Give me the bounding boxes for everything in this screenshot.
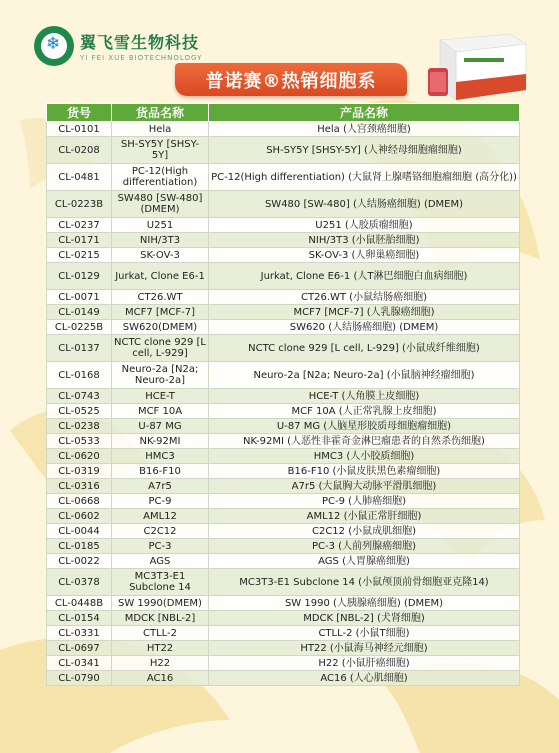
cell-name: Neuro-2a [N2a; Neuro-2a] — [112, 362, 209, 389]
cell-name: HT22 — [112, 641, 209, 656]
cell-name: MC3T3-E1 Subclone 14 — [112, 569, 209, 596]
cell-name: HCE-T — [112, 389, 209, 404]
cell-name: MCF 10A — [112, 404, 209, 419]
table-row — [47, 656, 520, 671]
table-row — [47, 494, 520, 509]
cell-code: CL-0620 — [47, 449, 112, 464]
cell-name: SH-SY5Y [SHSY-5Y] — [112, 137, 209, 164]
cell-product: AGS (人胃腺癌细胞) — [209, 554, 520, 569]
cell-name: AML12 — [112, 509, 209, 524]
cell-name: SW 1990(DMEM) — [112, 596, 209, 611]
cell-code: CL-0171 — [47, 233, 112, 248]
cell-code: CL-0149 — [47, 305, 112, 320]
product-box-image — [420, 30, 528, 102]
cell-code: CL-0668 — [47, 494, 112, 509]
table-row — [47, 389, 520, 404]
cell-code: CL-0154 — [47, 611, 112, 626]
table-row — [47, 233, 520, 248]
cell-code: CL-0319 — [47, 464, 112, 479]
cell-name: NK-92MI — [112, 434, 209, 449]
cell-name: U-87 MG — [112, 419, 209, 434]
table-row — [47, 191, 520, 218]
cell-product: SH-SY5Y [SHSY-5Y] (人神经母细胞瘤细胞) — [209, 137, 520, 164]
table-row — [47, 320, 520, 335]
header-name: 货品名称 — [112, 104, 209, 122]
brand-name-en: YI FEI XUE BIOTECHNOLOGY — [80, 54, 203, 62]
table-row — [47, 248, 520, 263]
cell-code: CL-0215 — [47, 248, 112, 263]
table-row — [47, 419, 520, 434]
cell-name: NCTC clone 929 [L cell, L-929] — [112, 335, 209, 362]
cell-name: PC-3 — [112, 539, 209, 554]
cell-product: A7r5 (大鼠胸大动脉平滑肌细胞) — [209, 479, 520, 494]
cell-product: Jurkat, Clone E6-1 (人T淋巴细胞白血病细胞) — [209, 263, 520, 290]
table-row — [47, 539, 520, 554]
cell-name: Hela — [112, 122, 209, 137]
cell-code: CL-0208 — [47, 137, 112, 164]
cell-code: CL-0129 — [47, 263, 112, 290]
cell-product: SW620 (人结肠癌细胞) (DMEM) — [209, 320, 520, 335]
cell-code: CL-0237 — [47, 218, 112, 233]
cell-code: CL-0223B — [47, 191, 112, 218]
table-row — [47, 218, 520, 233]
table-row — [47, 554, 520, 569]
cell-product: U251 (人胶质瘤细胞) — [209, 218, 520, 233]
cell-product: SW 1990 (人胰腺癌细胞) (DMEM) — [209, 596, 520, 611]
table-row — [47, 626, 520, 641]
table-row — [47, 509, 520, 524]
header-product: 产品名称 — [209, 104, 520, 122]
cell-code: CL-0448B — [47, 596, 112, 611]
cell-product: MDCK [NBL-2] (犬肾细胞) — [209, 611, 520, 626]
table-row — [47, 362, 520, 389]
cell-code: CL-0225B — [47, 320, 112, 335]
cell-product: SW480 [SW-480] (人结肠癌细胞) (DMEM) — [209, 191, 520, 218]
table-row — [47, 524, 520, 539]
cell-code: CL-0331 — [47, 626, 112, 641]
cell-product: U-87 MG (人脑星形胶质母细胞瘤细胞) — [209, 419, 520, 434]
cell-name: SW620(DMEM) — [112, 320, 209, 335]
cell-name: U251 — [112, 218, 209, 233]
table-row — [47, 596, 520, 611]
cell-code: CL-0790 — [47, 671, 112, 686]
cell-product: HT22 (小鼠海马神经元细胞) — [209, 641, 520, 656]
brand-name-cn: 翼飞雪生物科技 — [80, 33, 200, 52]
cell-code: CL-0525 — [47, 404, 112, 419]
cell-name: H22 — [112, 656, 209, 671]
cell-name: AC16 — [112, 671, 209, 686]
table-row — [47, 479, 520, 494]
cell-code: CL-0697 — [47, 641, 112, 656]
cell-name: Jurkat, Clone E6-1 — [112, 263, 209, 290]
table-row — [47, 671, 520, 686]
table-row — [47, 263, 520, 290]
table-row — [47, 122, 520, 137]
cell-product: MC3T3-E1 Subclone 14 (小鼠颅顶前骨细胞亚克隆14) — [209, 569, 520, 596]
cell-product: B16-F10 (小鼠皮肤黑色素瘤细胞) — [209, 464, 520, 479]
cell-name: HMC3 — [112, 449, 209, 464]
cell-product: Hela (人宫颈癌细胞) — [209, 122, 520, 137]
cell-product: NIH/3T3 (小鼠胚胎细胞) — [209, 233, 520, 248]
cell-name: CTLL-2 — [112, 626, 209, 641]
cell-name: PC-12(High differentiation) — [112, 164, 209, 191]
cell-product: AML12 (小鼠正常肝细胞) — [209, 509, 520, 524]
header-code: 货号 — [47, 104, 112, 122]
cell-name: SW480 [SW-480] (DMEM) — [112, 191, 209, 218]
table-row — [47, 434, 520, 449]
snowflake-logo-icon — [34, 26, 74, 66]
table-row — [47, 464, 520, 479]
cell-name: AGS — [112, 554, 209, 569]
cell-code: CL-0378 — [47, 569, 112, 596]
cell-product: AC16 (人心肌细胞) — [209, 671, 520, 686]
table-row — [47, 335, 520, 362]
cell-product: Neuro-2a [N2a; Neuro-2a] (小鼠脑神经瘤细胞) — [209, 362, 520, 389]
cell-code: CL-0168 — [47, 362, 112, 389]
cell-code: CL-0743 — [47, 389, 112, 404]
table-header-row — [47, 104, 520, 122]
cell-product: NCTC clone 929 [L cell, L-929] (小鼠成纤维细胞) — [209, 335, 520, 362]
cell-product: HCE-T (人角膜上皮细胞) — [209, 389, 520, 404]
cell-product: C2C12 (小鼠成肌细胞) — [209, 524, 520, 539]
cell-name: MCF7 [MCF-7] — [112, 305, 209, 320]
table-row — [47, 611, 520, 626]
cell-product: PC-3 (人前列腺癌细胞) — [209, 539, 520, 554]
cell-product: NK-92MI (人恶性非霍奇金淋巴瘤患者的自然杀伤细胞) — [209, 434, 520, 449]
cell-product: CTLL-2 (小鼠T细胞) — [209, 626, 520, 641]
cell-code: CL-0602 — [47, 509, 112, 524]
cell-product: HMC3 (人小胶质细胞) — [209, 449, 520, 464]
banner — [175, 63, 407, 96]
table-row — [47, 449, 520, 464]
cell-code: CL-0185 — [47, 539, 112, 554]
cell-code: CL-0044 — [47, 524, 112, 539]
table-row — [47, 305, 520, 320]
cell-name: A7r5 — [112, 479, 209, 494]
table-row — [47, 164, 520, 191]
cell-name: SK-OV-3 — [112, 248, 209, 263]
cell-product: H22 (小鼠肝癌细胞) — [209, 656, 520, 671]
cell-product: CT26.WT (小鼠结肠癌细胞) — [209, 290, 520, 305]
cell-name: C2C12 — [112, 524, 209, 539]
cell-code: CL-0071 — [47, 290, 112, 305]
brand-logo — [34, 26, 202, 66]
cell-name: NIH/3T3 — [112, 233, 209, 248]
cell-code: CL-0238 — [47, 419, 112, 434]
cell-code: CL-0101 — [47, 122, 112, 137]
cell-product: MCF7 [MCF-7] (人乳腺癌细胞) — [209, 305, 520, 320]
table-row — [47, 641, 520, 656]
cell-name: B16-F10 — [112, 464, 209, 479]
cell-code: CL-0022 — [47, 554, 112, 569]
cell-code: CL-0341 — [47, 656, 112, 671]
table-body — [47, 122, 520, 686]
cell-name: MDCK [NBL-2] — [112, 611, 209, 626]
cell-product: PC-9 (人肺癌细胞) — [209, 494, 520, 509]
cell-code: CL-0533 — [47, 434, 112, 449]
cell-product: MCF 10A (人正常乳腺上皮细胞) — [209, 404, 520, 419]
cell-line-table — [46, 103, 520, 686]
table-row — [47, 137, 520, 164]
table-row — [47, 404, 520, 419]
cell-name: CT26.WT — [112, 290, 209, 305]
table-row — [47, 290, 520, 305]
banner-title: 普诺赛®热销细胞系 — [205, 70, 377, 92]
cell-code: CL-0137 — [47, 335, 112, 362]
cell-product: PC-12(High differentiation) (大鼠肾上腺嗜铬细胞瘤细胞 (高分化)) — [209, 164, 520, 191]
cell-code: CL-0316 — [47, 479, 112, 494]
table-row — [47, 569, 520, 596]
cell-product: SK-OV-3 (人卵巢癌细胞) — [209, 248, 520, 263]
cell-code: CL-0481 — [47, 164, 112, 191]
cell-name: PC-9 — [112, 494, 209, 509]
